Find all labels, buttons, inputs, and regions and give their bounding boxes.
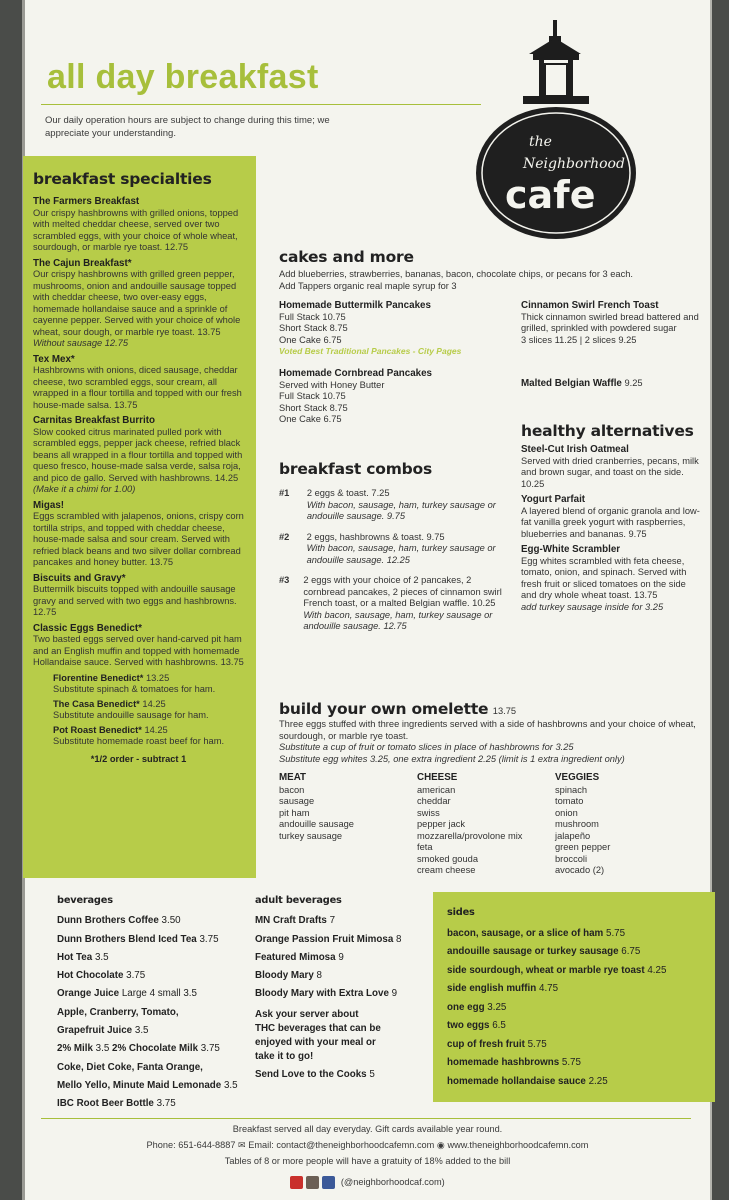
side-item — [447, 980, 715, 999]
ingredient-item: andouille sausage — [279, 819, 354, 829]
french-toast-desc: Thick cinnamon swirled bread battered and grilled, sprinkled with powdered sugar — [521, 311, 699, 333]
specialties-panel — [23, 156, 256, 878]
benedict-name — [53, 673, 244, 685]
beverage-item — [57, 949, 257, 967]
ingredient-item: green pepper — [555, 842, 611, 852]
veggies-list — [555, 785, 695, 877]
benedict-title: The Casa Benedict* — [53, 698, 140, 709]
specialty-extra: Without sausage 12.75 — [33, 338, 129, 348]
social-handle: (@neighborhoodcaf.com) — [340, 1176, 445, 1187]
beverages-list — [57, 912, 257, 1113]
belgian-waffle — [521, 378, 701, 390]
combo-desc: 2 eggs with your choice of 2 pancakes, 2 cornbread pancakes, 2 pieces of cinnamon swirl French toast, or a malted Belgian waffle. 10.25 — [303, 575, 502, 608]
side-price: 6.75 — [621, 946, 641, 957]
omelette-desc: Three eggs stuffed with three ingredients served with a side of hashbrowns and your choice of wheat, sourdough, or marble rye toast. — [279, 719, 696, 741]
title-divider — [41, 104, 481, 105]
healthy-name: Egg-White Scrambler — [521, 544, 621, 555]
combos-list — [279, 488, 507, 633]
specialty-desc: Our crispy hashbrowns with grilled green pepper, mushrooms, onion and andouille sausage topped with cheddar cheese, two over-easy eggs, homemade hollandaise sauce and a sprinkle of cayenne pepper. Served with your choice of whole wheat, sour dough, or marble rye toast. 13.75 — [33, 269, 241, 337]
omelette-price: 13.75 — [492, 706, 517, 716]
specialty-desc: Two basted eggs served over hand-carved pit ham and an English muffin and topped with homemade Hollandaise sauce. Served with hashbrowns. 13.75 — [33, 634, 244, 667]
ingredient-item: bacon — [279, 784, 305, 795]
ingredient-item: onion — [555, 807, 578, 818]
benedict-desc: Substitute homemade roast beef for ham. — [53, 736, 225, 746]
email-icon: ✉ — [238, 1140, 246, 1150]
side-item — [447, 1054, 715, 1073]
beverage-name: Dunn Brothers Coffee — [57, 915, 159, 927]
side-name: side sourdough, wheat or marble rye toast — [447, 964, 645, 976]
footer-contact — [25, 1140, 710, 1151]
beverage-name: Hot Chocolate — [57, 970, 124, 982]
logo-word-cafe: cafe — [505, 173, 596, 217]
benedict-desc: Substitute andouille sausage for ham. — [53, 710, 209, 720]
email-link[interactable]: Email: contact@theneighborhoodcafemn.com — [248, 1140, 435, 1150]
beverage-item — [57, 1040, 257, 1058]
specialty-name: Classic Eggs Benedict* — [33, 622, 142, 634]
side-price: 4.75 — [539, 983, 559, 994]
cakes-heading: cakes and more — [279, 248, 414, 266]
beverage-item — [57, 967, 257, 985]
beverage-price: 3.75 — [156, 1098, 176, 1110]
price-line: Served with Honey Butter — [279, 379, 385, 390]
healthy-item — [521, 444, 703, 490]
hours-note: Our daily operation hours are subject to change during this time; we appreciate your understanding. — [45, 115, 330, 139]
beverage-price: 3.5 — [94, 951, 109, 963]
ingredient-item: cream cheese — [417, 865, 476, 875]
side-price: 5.75 — [606, 927, 626, 939]
price-line: One Cake 6.75 — [279, 414, 342, 424]
cornbread-pancakes — [279, 368, 509, 426]
benedict-price: 14.25 — [142, 698, 166, 709]
cheese-title: CHEESE — [417, 772, 458, 783]
french-toast-price: 3 slices 11.25 | 2 slices 9.25 — [521, 334, 637, 345]
beverage-name: 2% Chocolate Milk — [112, 1043, 199, 1055]
specialty-name: Carnitas Breakfast Burrito — [33, 415, 155, 426]
specialty-desc: Hashbrowns with onions, diced sausage, cheddar cheese, two scrambled eggs, sour cream, all wrapped in a flour tortilla and topped with our fresh house-made salsa. 13.75 — [33, 365, 242, 410]
benedict-desc: Substitute spinach & tomatoes for ham. — [53, 684, 216, 694]
combo-number: #1 — [279, 488, 290, 498]
price-line: Full Stack 10.75 — [279, 391, 346, 401]
specialty-desc: Slow cooked citrus marinated pulled pork with scrambled eggs, pepper jack cheese, refried black beans all wrapped in a flour tortilla and topped with queso fresco, house-made salsa verde, salsa roja, and pico de gallo. Served with hashbrowns. 14.25 — [33, 426, 243, 483]
beverages-section — [57, 892, 257, 1114]
side-name: one egg — [447, 1001, 485, 1013]
benedict-variations — [33, 673, 244, 748]
benedict-name — [53, 699, 244, 711]
adult-beverage-price: 7 — [329, 915, 336, 927]
cakes-note-toppings: Add blueberries, strawberries, bananas, bacon, chocolate chips, or pecans for 3 each. — [279, 269, 634, 279]
healthy-desc: A layered blend of organic granola and low-fat vanilla greek yogurt with raspberries, blueberries and bananas. 9.75 — [521, 505, 700, 539]
ingredient-item: pepper jack — [417, 819, 466, 829]
benedict-item — [53, 725, 244, 748]
ingredient-item: mushroom — [555, 819, 599, 829]
combo-extra: With bacon, sausage, ham, turkey sausage or andouille sausage. 9.75 — [306, 499, 496, 521]
beverage-item — [57, 931, 257, 949]
side-price: 5.75 — [527, 1038, 547, 1050]
waffle-price: 9.25 — [624, 378, 643, 388]
specialty-name: Tex Mex* — [33, 353, 75, 365]
side-item — [447, 962, 715, 981]
thc-line: take it to go! — [255, 1050, 314, 1062]
beverage-price: 3.5 — [95, 1043, 110, 1055]
pancake-award: Voted Best Traditional Pancakes - City Pages — [279, 346, 462, 356]
combo-item — [279, 575, 507, 633]
ingredient-item: feta — [417, 842, 433, 852]
combo-extra: With bacon, sausage, ham, turkey sausage or andouille sausage. 12.75 — [303, 609, 493, 631]
combo-body — [307, 488, 507, 523]
footer-social — [25, 1176, 710, 1189]
sides-list — [447, 925, 715, 1092]
side-price: 3.25 — [487, 1001, 507, 1013]
healthy-list — [521, 444, 703, 613]
side-name: side english muffin — [447, 983, 537, 994]
combos-heading: breakfast combos — [279, 460, 433, 478]
side-item — [447, 1036, 715, 1055]
side-name: homemade hollandaise sauce — [447, 1075, 586, 1087]
beverage-name: Grapefruit Juice — [57, 1025, 133, 1037]
specialty-item — [33, 196, 244, 254]
buttermilk-pancakes — [279, 300, 509, 358]
adult-beverage-price: 9 — [391, 988, 398, 1000]
adult-beverage-name: Orange Passion Fruit Mimosa — [255, 933, 394, 945]
side-name: homemade hashbrowns — [447, 1057, 560, 1068]
specialty-item — [33, 500, 244, 569]
side-item — [447, 925, 715, 944]
beverage-price: 3.75 — [199, 933, 219, 945]
specialty-desc: Buttermilk biscuits topped with andouille sausage gravy and served with two eggs and hashbrowns. 12.75 — [33, 584, 237, 617]
price-line: Short Stack 8.75 — [279, 402, 348, 413]
specialty-item — [33, 258, 244, 350]
side-price: 5.75 — [561, 1057, 581, 1068]
specialty-desc: Our crispy hashbrowns with grilled onions, topped with melted cheddar cheese, served over two scrambled eggs, with your choice of whole wheat, sourdough, or marble rye toast. 12.75 — [33, 207, 239, 252]
beverage-price: 3.5 — [223, 1079, 238, 1091]
beverage-item — [57, 985, 257, 1003]
website-link[interactable]: www.theneighborhoodcafemn.com — [447, 1140, 589, 1150]
healthy-desc: Egg whites scrambled with feta cheese, tomato, onion, and spinach. Served with fresh fruit or sliced tomatoes on the side and dry whole wheat toast. 13.75 — [521, 555, 687, 600]
logo-word-the: the — [529, 134, 552, 150]
side-item — [447, 1017, 715, 1036]
benedict-title: Florentine Benedict* — [53, 672, 144, 683]
menu-page — [22, 0, 712, 1200]
beverage-item — [57, 1059, 257, 1077]
side-name: andouille sausage or turkey sausage — [447, 946, 619, 957]
sides-heading: sides — [447, 907, 475, 918]
beverage-name: Mello Yello, Minute Maid Lemonade — [57, 1079, 222, 1091]
buttermilk-pancakes-name: Homemade Buttermilk Pancakes — [279, 300, 431, 311]
phone-text: Phone: 651-644-8887 — [146, 1140, 236, 1150]
yelp-icon[interactable] — [290, 1176, 303, 1189]
specialties-list — [33, 196, 244, 669]
adult-beverage-name: Featured Mimosa — [255, 951, 336, 963]
beverage-price: 3.50 — [161, 915, 181, 927]
beverage-price: Large 4 small 3.5 — [121, 988, 197, 1000]
price-line: Short Stack 8.75 — [279, 323, 348, 333]
benedict-name — [53, 725, 244, 737]
combo-desc: 2 eggs, hashbrowns & toast. 9.75 — [306, 531, 445, 542]
benedict-title: Pot Roast Benedict* — [53, 724, 142, 735]
specialty-name: Biscuits and Gravy* — [33, 572, 126, 584]
beverage-item — [57, 1095, 257, 1113]
price-line: One Cake 6.75 — [279, 334, 342, 345]
combo-desc: 2 eggs & toast. 7.25 — [306, 488, 390, 498]
beverage-name: 2% Milk — [57, 1043, 93, 1055]
cafe-logo — [473, 8, 639, 244]
ingredient-item: spinach — [555, 784, 588, 795]
french-toast — [521, 300, 701, 346]
beverage-name: Dunn Brothers Blend Iced Tea — [57, 933, 197, 945]
side-price: 2.25 — [588, 1075, 608, 1087]
specialties-heading: breakfast specialties — [33, 170, 212, 188]
healthy-item — [521, 494, 703, 540]
benedict-item — [53, 673, 244, 696]
combo-item — [279, 488, 507, 523]
adult-beverage-price: 9 — [338, 951, 344, 963]
logo-word-neighborhood: Neighborhood — [523, 156, 625, 172]
adult-beverage-item — [255, 985, 435, 1003]
omelette-veggies-column — [555, 772, 695, 877]
meat-list — [279, 785, 409, 843]
specialty-extra: (Make it a chimi for 1.00) — [33, 484, 136, 494]
side-name: bacon, sausage, or a slice of ham — [447, 927, 604, 939]
cheese-list — [417, 785, 557, 877]
buttermilk-prices — [279, 312, 509, 347]
omelette-note-fruit: Substitute a cup of fruit or tomato slices in place of hashbrowns for 3.25 — [279, 742, 574, 752]
side-price: 6.5 — [492, 1020, 506, 1031]
send-love-item: Send Love to the Cooks 5 — [255, 1068, 375, 1080]
adult-beverages-heading: adult beverages — [255, 895, 342, 906]
cornbread-prices — [279, 380, 509, 426]
thc-line: Ask your server about — [255, 1008, 359, 1020]
omelette-meat-column — [279, 772, 409, 842]
beverage-price: 3.75 — [126, 970, 146, 982]
beverage-item — [57, 1022, 257, 1040]
specialty-item — [33, 623, 244, 669]
beverage-name: Coke, Diet Coke, Fanta Orange, — [57, 1061, 203, 1073]
ingredient-item: mozzarella/provolone mix — [417, 830, 523, 841]
footer-line1: Breakfast served all day everyday. Gift cards available year round. — [232, 1124, 503, 1134]
combo-number: #2 — [279, 531, 290, 542]
adult-beverage-item — [255, 931, 435, 949]
adult-beverages-section — [255, 892, 435, 1084]
specialty-item — [33, 354, 244, 412]
healthy-name: Yogurt Parfait — [521, 494, 586, 505]
waffle-name: Malted Belgian Waffle — [521, 378, 622, 389]
cornbread-pancakes-name: Homemade Cornbread Pancakes — [279, 368, 432, 379]
combo-item — [279, 532, 507, 567]
footer-gratuity: Tables of 8 or more people will have a gratuity of 18% added to the bill — [224, 1156, 511, 1166]
adult-beverage-item — [255, 912, 435, 930]
cakes-note-syrup: Add Tappers organic real maple syrup for 3 — [279, 280, 457, 291]
combo-number: #3 — [279, 575, 290, 585]
healthy-section — [521, 422, 703, 617]
benedict-item — [53, 699, 244, 722]
ingredient-item: american — [417, 784, 456, 795]
combo-body — [307, 532, 507, 567]
beverage-name: Orange Juice — [57, 988, 120, 1000]
omelette-section — [279, 700, 699, 765]
cakes-section — [279, 248, 709, 292]
facebook-icon[interactable] — [322, 1176, 335, 1189]
side-name: two eggs — [447, 1020, 490, 1031]
beverage-price: 3.5 — [134, 1025, 149, 1037]
adult-beverage-price: 8 — [396, 933, 402, 945]
healthy-heading: healthy alternatives — [521, 422, 694, 440]
healthy-item — [521, 544, 703, 613]
ingredient-item: tomato — [555, 796, 584, 806]
ingredient-item: swiss — [417, 807, 440, 818]
ingredient-item: avocado (2) — [555, 865, 605, 875]
beverage-item — [57, 912, 257, 930]
adult-beverage-item — [255, 967, 435, 985]
side-item — [447, 943, 715, 962]
ingredient-item: sausage — [279, 796, 315, 806]
combo-extra: With bacon, sausage, ham, turkey sausage or andouille sausage. 12.25 — [306, 543, 496, 565]
footer-divider — [41, 1118, 691, 1119]
specialty-name: The Farmers Breakfast — [33, 196, 140, 207]
healthy-desc: Served with dried cranberries, pecans, milk and brown sugar, and toast on the side. 10.25 — [521, 455, 699, 489]
adult-beverage-name: MN Craft Drafts — [255, 915, 327, 927]
omelette-cheese-column — [417, 772, 557, 877]
healthy-name: Steel-Cut Irish Oatmeal — [521, 444, 629, 455]
half-order-note: *1/2 order - subtract 1 — [90, 753, 187, 764]
thc-line: THC beverages that can be — [255, 1022, 381, 1034]
adult-beverages-list — [255, 912, 435, 1003]
omelette-note-egg-whites: Substitute egg whites 3.25, one extra ingredient 2.25 (limit is 1 extra ingredient only) — [279, 753, 625, 764]
adult-beverage-name: Bloody Mary — [255, 970, 314, 982]
ingredient-item: broccoli — [555, 853, 588, 864]
thc-note — [255, 1008, 435, 1064]
price-line: Full Stack 10.75 — [279, 311, 346, 322]
ingredient-item: jalapeño — [555, 830, 591, 841]
ingredient-item: turkey sausage — [279, 830, 343, 841]
side-item — [447, 1073, 715, 1092]
benedict-price: 13.25 — [146, 672, 170, 683]
instagram-icon[interactable] — [306, 1176, 319, 1189]
specialty-item — [33, 573, 244, 619]
beverages-heading: beverages — [57, 895, 113, 906]
side-price: 4.25 — [647, 964, 667, 976]
french-toast-name: Cinnamon Swirl French Toast — [521, 300, 659, 311]
beverage-name: Hot Tea — [57, 951, 93, 963]
combos-section — [279, 460, 507, 642]
adult-beverage-name: Bloody Mary with Extra Love — [255, 988, 389, 1000]
ingredient-item: smoked gouda — [417, 853, 478, 864]
side-item — [447, 999, 715, 1018]
thc-line: enjoyed with your meal or — [255, 1036, 376, 1048]
combo-body — [303, 575, 507, 633]
sides-panel — [433, 892, 715, 1102]
adult-beverage-price: 8 — [316, 970, 322, 982]
globe-icon: ◉ — [436, 1140, 445, 1150]
beverage-item — [57, 1004, 257, 1022]
specialty-name: The Cajun Breakfast* — [33, 257, 132, 269]
specialty-item — [33, 415, 244, 496]
ingredient-item: cheddar — [417, 796, 451, 806]
page-title: all day breakfast — [47, 58, 319, 96]
benedict-price: 14.25 — [144, 724, 168, 735]
ingredient-item: pit ham — [279, 807, 310, 818]
beverage-name: Apple, Cranberry, Tomato, — [57, 1006, 179, 1018]
beverage-name: IBC Root Beer Bottle — [57, 1098, 154, 1110]
veggies-title: VEGGIES — [555, 772, 600, 783]
adult-beverage-item — [255, 949, 435, 967]
healthy-extra: add turkey sausage inside for 3.25 — [521, 601, 664, 612]
specialty-name: Migas! — [33, 499, 65, 511]
specialty-desc: Eggs scrambled with jalapenos, onions, crispy corn tortilla strips, and topped with cheddar cheese, house-made salsa and sour cream. Served with refried black beans and two silver dollar cornbread pancakes and honey butter. 13.75 — [33, 511, 244, 567]
side-name: cup of fresh fruit — [447, 1038, 525, 1050]
omelette-heading: build your own omelette — [279, 700, 489, 718]
beverage-item — [57, 1077, 257, 1095]
beverage-price: 3.75 — [200, 1043, 220, 1055]
meat-title: MEAT — [279, 772, 307, 783]
